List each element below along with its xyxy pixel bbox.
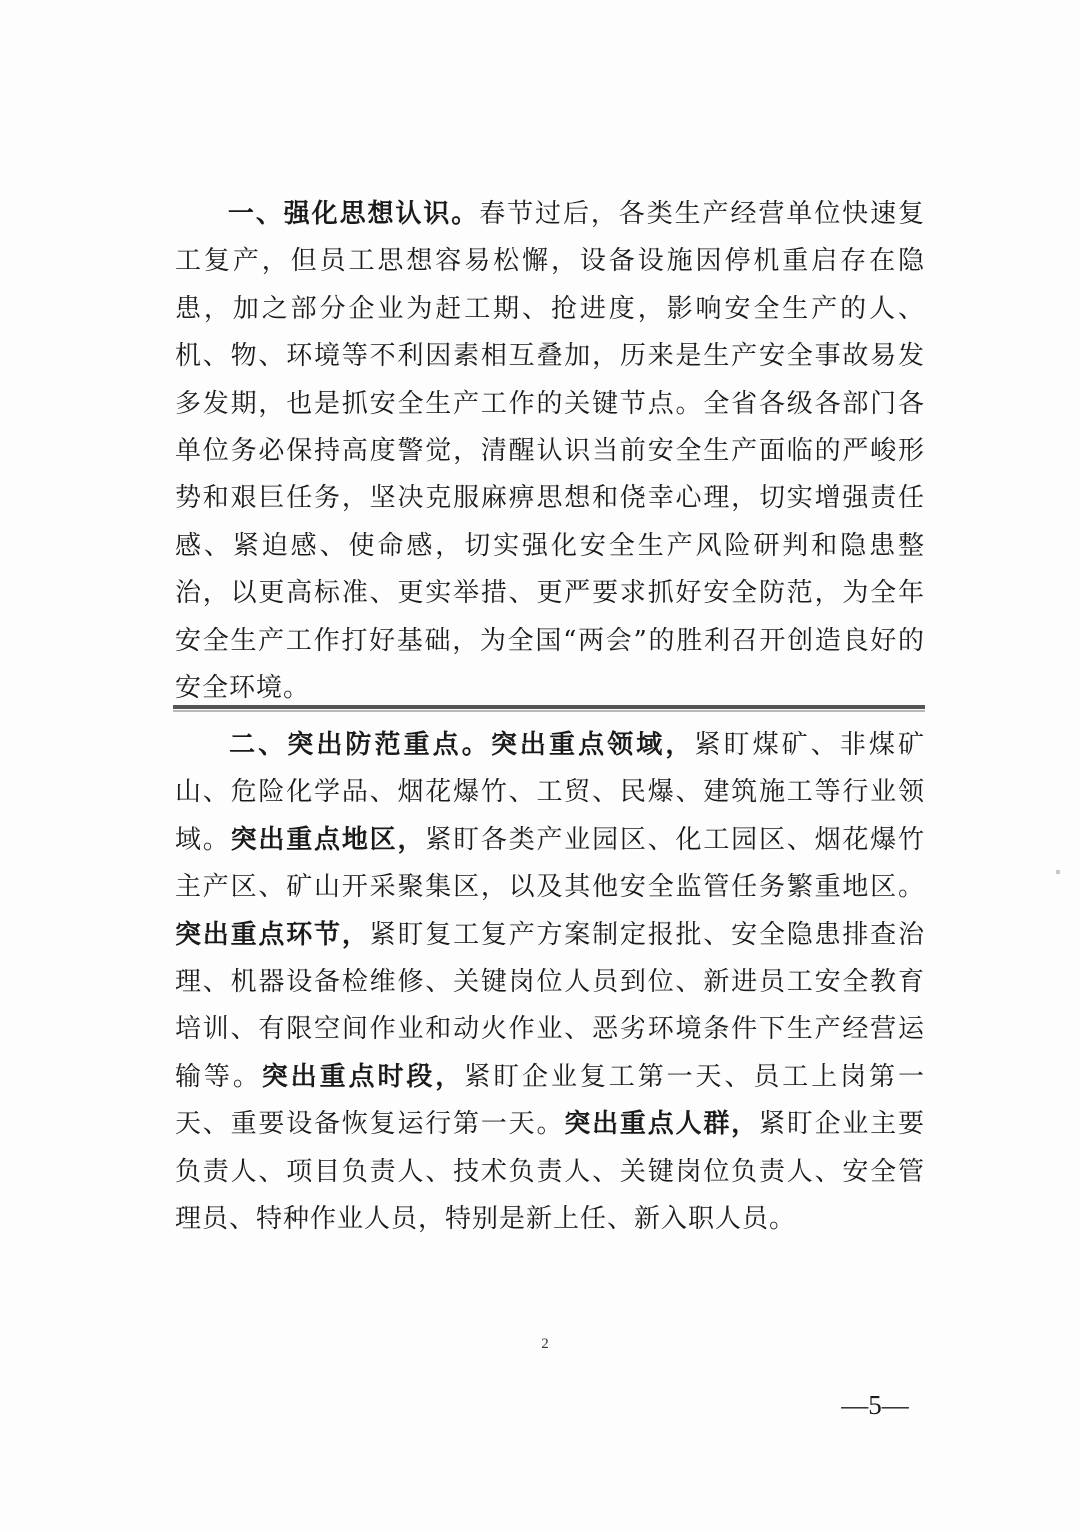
- section-1-paragraph: [175, 191, 925, 712]
- focus-region-text: 紧盯各类产业园区、化工园区、烟花爆竹主产区、矿山开采聚集区，以及其他安全监管任务繁重地区。: [175, 824, 925, 903]
- focus-link-text: 紧盯复工复产方案制定报批、安全隐患排查治理、机器设备检维修、关键岗位人员到位、新进员工安全教育培训、有限空间作业和动火作业、恶劣环境条件下生产经营运输等。: [175, 919, 925, 1092]
- scan-speck: [1056, 870, 1060, 874]
- focus-group-text: 紧盯企业主要负责人、项目负责人、技术负责人、关键岗位负责人、安全管理员、特种作业人员，特别是新上任、新入职人员。: [175, 1109, 925, 1235]
- section-2-heading: 二、突出防范重点。: [227, 730, 491, 760]
- focus-group-heading: 突出重点人群，: [564, 1109, 759, 1140]
- focus-region-heading: 突出重点地区，: [230, 824, 426, 855]
- section-divider-shadow: [173, 710, 925, 712]
- section-1-heading: 一、强化思想认识。: [227, 199, 480, 229]
- page-number: —5—: [841, 1390, 909, 1420]
- inner-page-number: 2: [541, 1336, 549, 1352]
- focus-area-heading: 突出重点领域，: [490, 730, 695, 760]
- section-1-body: 春节过后，各类生产经营单位快速复工复产，但员工思想容易松懈，设备设施因停机重启存在隐患，加之部分企业为赶工期、抢进度，影响安全生产的人、机、物、环境等不利因素相互叠加，历来是生产安全事故易发多发期，也是抓安全生产工作的关键节点。全省各级各部门各单位务必保持高度警觉，清醒认识当前安全生产面临的严峻形势和艰巨任务，坚决克服麻痹思想和侥幸心理，切实增强责任感、紧迫感、使命感，切实强化安全生产风险研判和隐患整治，以更高标准、更实举措、更严要求抓好安全防范，为全年安全生产工作打好基础，为全国“两会”的胜利召开创造良好的安全环境。: [175, 199, 925, 704]
- focus-period-heading: 突出重点时段，: [261, 1061, 465, 1092]
- section-2-paragraph: [175, 722, 925, 1243]
- focus-area-text: 紧盯煤矿、非煤矿山、危险化学品、烟花爆竹、工贸、民爆、建筑施工等行业领域。: [175, 730, 925, 855]
- focus-link-heading: 突出重点环节，: [175, 919, 370, 950]
- section-divider: [173, 705, 925, 709]
- focus-period-text: 紧盯企业复工第一天、员工上岗第一天、重要设备恢复运行第一天。: [175, 1061, 925, 1140]
